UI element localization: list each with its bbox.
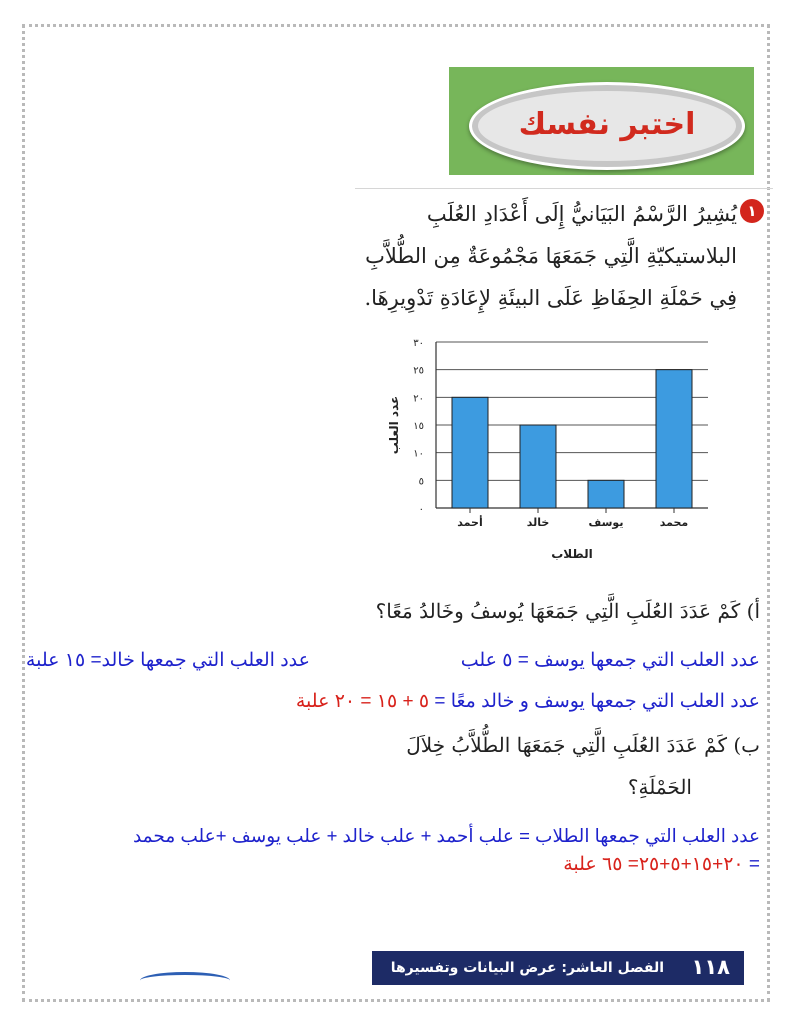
title-ring — [469, 82, 745, 170]
bar — [520, 425, 556, 508]
x-tick-label: خالد — [526, 516, 550, 529]
answer-total: عدد العلب التي جمعها الطلاب = علب أحمد + علب خالد + علب يوسف +علب محمد — [132, 825, 760, 846]
bar-chart — [380, 330, 730, 570]
y-tick-label: ١٥ — [413, 421, 424, 432]
answer-khalid: عدد العلب التي جمعها خالد= ١٥ علبة — [25, 650, 310, 671]
y-tick-label: ٥ — [418, 476, 424, 488]
answer-sum-result: ٥ + ١٥ = ٢٠ علبة — [295, 691, 430, 712]
x-axis-title: الطلاب — [551, 547, 593, 561]
part-b-question-line2: الحَمْلَةِ؟ — [627, 775, 692, 799]
y-tick-label: ٠ — [418, 504, 424, 515]
x-tick-label: محمد — [659, 516, 689, 529]
question-text: يُشِيرُ الرَّسْمُ البَيَانيُّ إِلَى أَعْدَادِ العُلَبِ البلاستيكيّةِ الَّتِي جَمَعَهَا مَجْمُوعَةٌ مِن الطُّلاَّبِ فِي حَمْلَةِ الحِفَاظِ عَلَى البيئَةِ لإِعَادَةِ تَدْوِيرِهَا. — [364, 202, 737, 310]
x-tick-label: يوسف — [588, 516, 624, 529]
bar — [656, 370, 692, 508]
chapter-title: الفصل العاشر: عرض البيانات وتفسيرها — [390, 960, 664, 976]
part-a-question: أ) كَمْ عَدَدَ العُلَبِ الَّتِي جَمَعَهَا يُوسفُ وخَالدُ مَعًا؟ — [375, 599, 760, 623]
page-title: اختبر نفسك — [518, 107, 696, 142]
y-tick-label: ٢٠ — [413, 393, 424, 405]
answer-sum — [150, 690, 760, 713]
bar — [452, 397, 488, 508]
x-tick-label: أحمد — [457, 516, 483, 529]
part-b-question-line1: ب) كَمْ عَدَدَ العُلَبِ الَّتِي جَمَعَهَا الطُّلاَّبُ خِلاَلَ — [406, 733, 760, 757]
y-axis-title: عدد العلب — [387, 395, 401, 455]
answer-yousef: عدد العلب التي جمعها يوسف = ٥ علب — [460, 650, 760, 671]
footer-bar — [372, 951, 744, 985]
answer-total-result-value: ٢٠+١٥+٥+٢٥= ٦٥ علبة — [563, 854, 744, 875]
answer-sum-prefix: عدد العلب التي جمعها يوسف و خالد معًا = — [429, 691, 760, 712]
y-tick-label: ٢٥ — [413, 365, 424, 377]
bar — [588, 480, 624, 508]
footer-decoration — [140, 972, 230, 989]
page-number: ١١٨ — [691, 955, 730, 979]
question-number: ١ — [740, 199, 764, 223]
y-tick-label: ١٠ — [413, 448, 424, 460]
answer-total-result — [300, 853, 760, 876]
answer-total-eq: = — [743, 854, 760, 875]
y-tick-label: ٣٠ — [413, 338, 424, 349]
title-badge — [449, 67, 754, 175]
question-divider — [355, 188, 773, 189]
